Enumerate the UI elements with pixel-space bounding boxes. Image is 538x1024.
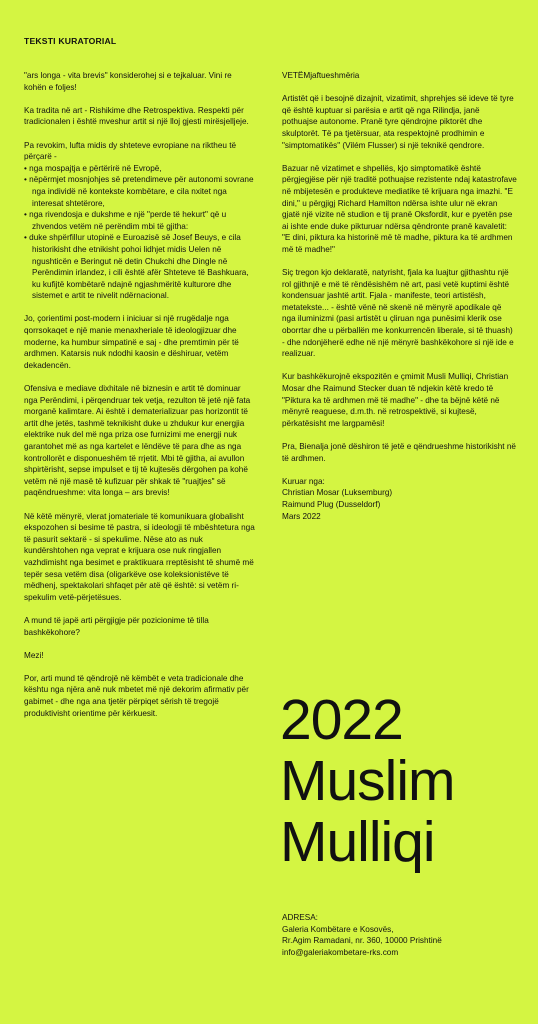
- paragraph: "ars longa - vita brevis" konsiderohej si e tejkaluar. Vini re kohën e foljes!: [24, 71, 232, 92]
- address-block: [282, 912, 522, 958]
- paragraph: Bazuar në vizatimet e shpellës, kjo simptomatikë është përgjegjëse për një traditë pothuajse rezistente ndaj katastrofave në mbijetesën e produkteve mediatike të krijuara nga imazhi. "E dini," u përgjigj Richard Hamilton ndërsa ishte ulur në ekran gjatë një vizite në studion e tij pranë Oksfordit, kur e pyetën pse ai ishte ende duke pikturuar ndërsa qëndronte pranë kavaletit: "E dini, piktura ka historinë më të madhe, piktura ka të ardhmen më të madhe!": [282, 163, 517, 254]
- paragraph: Mezi!: [24, 650, 44, 660]
- address-line: Rr.Agim Ramadani, nr. 360, 10000 Prishtinë: [282, 936, 442, 946]
- curator-name: Christian Mosar (Luksemburg): [282, 488, 393, 498]
- page-heading: TEKSTI KURATORIAL: [24, 36, 117, 46]
- section-title: VETËMjaftueshmëria: [282, 71, 360, 80]
- email-address: info@galeriakombetare-rks.com: [282, 947, 399, 957]
- list-item: • nga rivendosja e dukshme e një "perde të hekurt" që u zhvendos vetëm në perëndim mbi të gjitha:: [24, 209, 256, 232]
- paragraph: A mund të japë arti përgjigje për pozicionime të tilla bashkëkohore?: [24, 615, 209, 637]
- paragraph: Artistët që i besojnë dizajnit, vizatimit, shprehjes së ideve të tyre që është kuptuar si parësia e artit që nga Rilindja, janë pothuajse autonome. Pranë tyre qëndrojne piktorët dhe skulptorët. Të pa tjetërsuar, ata respektojnë prodhimin e "simptomatikës" (Vilém Flusser) si një teknikë qendrore.: [282, 94, 514, 150]
- title-year: 2022: [280, 688, 403, 752]
- paragraph: Ofensiva e mediave dixhitale në biznesin e artit të dominuar nga Perëndimi, i përqendruar tek vetja, rezulton të jetë një fata morganë kalimtare. Ai është i dematerializuar pas horizontit të artit dhe jetës, tashmë teknikisht duke u zhdukur kur energjia elektrike nuk del më nga priza ose furnizimi me energji nuk garantohet më as nga kartelet e lëndëve të para dhe as nga kontrollorët e disponueshëm të rrjetit. Mbi të gjitha, ai avullon shpirtërisht, sepse impulset e tij të kujtesës dërgohen pa kohë vetëm në një masë të kufizuar për shkak të "ruajtjes" së paqëndrueshme: vita longa – ars brevis!: [24, 384, 251, 498]
- paragraph: Ka tradita në art - Rishikime dhe Retrospektiva. Respekti për tradicionalen i është mveshur artit si një lloj gjesti mirësjelljeje.: [24, 105, 249, 127]
- paragraph: Por, arti mund të qëndrojë në këmbët e veta tradicionale dhe kështu nga njëra anë nuk mbetet më një dekorim afirmativ për gabimet - dhe nga ana tjetër përpiqet sërish të tregojë produktivisht orientime për kërkuesit.: [24, 673, 249, 718]
- curator-label: Kuruar nga:: [282, 476, 325, 486]
- paragraph: Jo, çorientimi post-modern i iniciuar si një rrugëdalje nga qorrsokaqet e një manie menaxheriale të ideologjizuar dhe moderne, ka humbur simpatinë e saj - dhe premtimin për të ardhmen. Katarsis nuk ndodhi kaosin e dëshiruar, vetëm dekadencën.: [24, 314, 239, 370]
- list-item: • nëpërmjet mosnjohjes së pretendimeve për autonomi sovrane nga individë në kontekste kombëtare, e cila nxitet nga interesat shtetërore,: [24, 174, 256, 209]
- paragraph: Pra, Bienalja jonë dëshiron të jetë e qëndrueshme historikisht në të ardhmen.: [282, 442, 516, 463]
- left-text-column: [24, 70, 256, 731]
- title-first-name: Muslim: [280, 749, 455, 813]
- address-label: ADRESA:: [282, 913, 318, 922]
- list-intro: Pa revokim, lufta midis dy shteteve evropiane na riktheu të përçarë -: [24, 140, 237, 162]
- title-last-name: Mulliqi: [280, 810, 435, 874]
- right-text-column: [282, 70, 517, 522]
- curator-date: Mars 2022: [282, 511, 321, 521]
- list-item: • nga mospajtja e përtërirë në Evropë,: [24, 163, 256, 175]
- paragraph-with-list: [24, 140, 256, 302]
- curator-credits: [282, 476, 517, 522]
- list-item: • duke shpërfillur utopinë e Euroazisë së Josef Beuys, e cila historikisht dhe etnikisht pohoi lidhjet midis Uelen në ngushticën e Beringut në detin Chukchi dhe Dingle në Perëndimin irlandez, i cili është afër Shteteve të Bashkuara, ku kufijtë kombëtarë ndajnë ngjashmëritë kulturore dhe sistemet e artit te nivelit ndërnacional.: [24, 232, 256, 302]
- paragraph: Siç tregon kjo deklaratë, natyrisht, fjala ka luajtur gjithashtu një rol gjithnjë e më të rëndësishëm në art, pasi vetë kuptimi është kondensuar jashtë artit. Fjala - manifeste, teori artistësh, metatekste... - është vënë në skenë në mënyrë apodikale që nga iluminizmi (pasi artistët u çliruan nga punësimi klerik ose oborrtar dhe u përballën me konkurrencën liberale, si të thuash) - dhe ndonjëherë edhe në një mënyrë bashkëkohore si një ide e realizuar.: [282, 268, 514, 359]
- paragraph: Në këtë mënyrë, vlerat jomateriale të komunikuara globalisht ekspozohen si besime të pastra, si ideologji të mbështetura nga të pasurit sektarë - si spekulime. Nëse ato as nuk kundërshtohen nga veprat e krijuara ose nuk ringjallen vazhdimisht nga besimet e praktikuara rreptësisht të shumë më tepër sesa vetëm disa (oligarkëve ose koleksionistëve të mëdhenj, spektakolari shfaqet për atë që është: si vetëm ri-spekulim vetë-përjetësues.: [24, 511, 255, 602]
- curator-name: Raimund Plug (Dusseldorf): [282, 499, 381, 509]
- paragraph: Kur bashkëkurojnë ekspozitën e çmimit Musli Mulliqi, Christian Mosar dhe Raimund Stecker duan të ndjekin këtë kredo të "Piktura ka të ardhmen më të madhe" - dhe ta bëjnë këtë në mënyrë reaguese, d.m.th. në retrospektivë, si kujtesë, përkatësisht me largpamësi!: [282, 372, 509, 428]
- address-line: Galeria Kombëtare e Kosovës,: [282, 924, 394, 934]
- title-block: [280, 690, 455, 873]
- bullet-list: [24, 163, 256, 302]
